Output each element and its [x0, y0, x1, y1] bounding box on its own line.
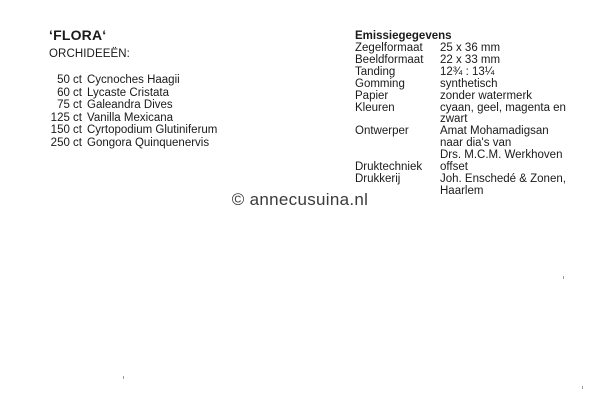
paper-speck	[123, 376, 124, 379]
stamp-row	[49, 112, 329, 125]
spec-label: Drukkerij	[355, 172, 401, 185]
spec-value-line: 22 x 33 mm	[440, 53, 501, 66]
spec-row	[355, 67, 590, 79]
spec-label: Ontwerper	[355, 125, 409, 138]
stamp-list	[49, 74, 329, 150]
spec-value	[440, 79, 590, 91]
emission-data-section	[355, 30, 590, 198]
spec-label: Kleuren	[355, 101, 395, 114]
emission-data-heading: Emissiegegevens	[355, 30, 452, 42]
stamp-name: Lycaste Cristata	[87, 86, 170, 99]
stamp-name: Cyrtopodium Glutiniferum	[87, 124, 218, 137]
stamp-value: 150 ct	[50, 124, 82, 137]
spec-value-line: 25 x 36 mm	[440, 42, 501, 54]
issue-section	[49, 27, 329, 150]
spec-label: Gomming	[355, 77, 405, 90]
issue-subtitle: ORCHIDEEËN:	[49, 48, 130, 60]
spec-value-line: Amat Mohamadigsan	[440, 125, 549, 138]
stamp-name: Cycnoches Haagii	[87, 74, 180, 86]
spec-label: Zegelformaat	[355, 42, 423, 54]
stamp-row	[49, 74, 329, 87]
stamp-name: Gongora Quinquenervis	[87, 136, 210, 149]
spec-value	[440, 103, 590, 127]
spec-value-line: zwart	[440, 113, 468, 126]
spec-value-line: Drs. M.C.M. Werkhoven	[440, 149, 563, 162]
stamp-value: 125 ct	[50, 111, 82, 124]
spec-value	[440, 91, 590, 103]
spec-row	[355, 91, 590, 103]
spec-value-line: Haarlem	[440, 184, 484, 197]
spec-value-line: synthetisch	[440, 77, 498, 90]
stamp-name: Vanilla Mexicana	[87, 111, 174, 124]
stamp-row	[49, 99, 329, 112]
spec-value-line: cyaan, geel, magenta en	[440, 101, 566, 114]
spec-label: Druktechniek	[355, 161, 423, 174]
stamp-value: 60 ct	[57, 86, 82, 99]
spec-row	[355, 79, 590, 91]
stamp-row	[49, 124, 329, 137]
stamp-name: Galeandra Dives	[87, 99, 173, 112]
spec-value	[440, 126, 590, 162]
spec-label: Tanding	[355, 65, 396, 78]
spec-value-line: naar dia's van	[440, 137, 512, 150]
spec-value-line: zonder watermerk	[440, 89, 533, 102]
spec-value-line: offset	[440, 161, 468, 174]
spec-label: Beeldformaat	[355, 53, 424, 66]
spec-row	[355, 126, 590, 162]
stamp-row	[49, 137, 329, 150]
paper-speck	[563, 276, 564, 279]
spec-value-line: Joh. Enschedé & Zonen,	[440, 172, 566, 185]
stamp-row	[49, 87, 329, 100]
stamp-value: 250 ct	[50, 136, 82, 149]
spec-value	[440, 67, 590, 79]
emission-data-table	[355, 43, 590, 198]
spec-row	[355, 103, 590, 127]
copyright-watermark: © annecusuina.nl	[231, 190, 369, 209]
spec-value-line: 12¾ : 13¼	[440, 65, 495, 78]
issue-title: ‘FLORA‘	[49, 27, 107, 43]
stamp-value: 75 ct	[57, 99, 82, 112]
stamp-value: 50 ct	[57, 74, 82, 86]
spec-label: Papier	[355, 89, 389, 102]
paper-speck	[582, 386, 583, 389]
